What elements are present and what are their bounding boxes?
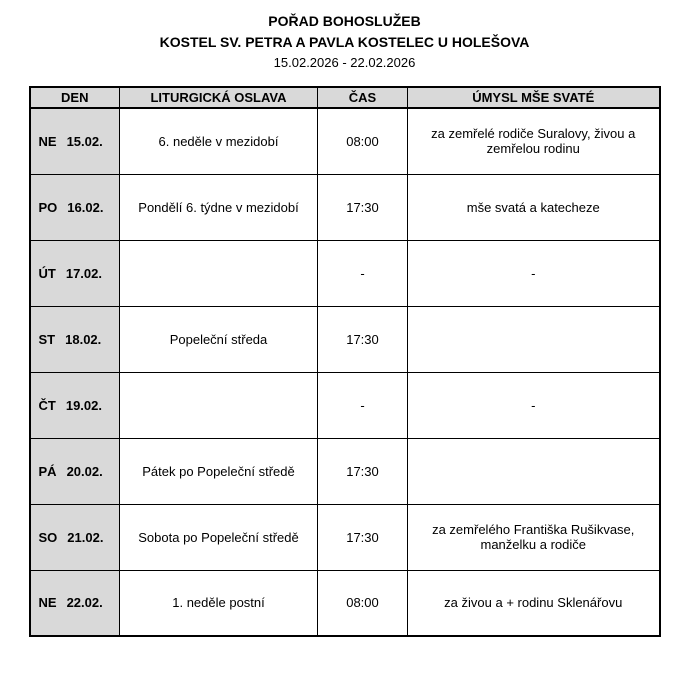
celebration-cell: Popeleční středa — [120, 306, 318, 372]
celebration-cell: 6. neděle v mezidobí — [120, 108, 318, 174]
day-cell — [30, 240, 120, 306]
day-date: 15.02. — [66, 133, 103, 149]
intention-cell — [408, 438, 660, 504]
day-date: 18.02. — [65, 331, 102, 347]
column-header-oslava: LITURGICKÁ OSLAVA — [120, 87, 318, 108]
celebration-cell — [120, 240, 318, 306]
table-row — [30, 504, 660, 570]
table-header — [30, 87, 660, 108]
day-date: 19.02. — [65, 397, 102, 413]
table-row — [30, 108, 660, 174]
intention-cell: - — [408, 240, 660, 306]
day-abbrev: PÁ — [38, 463, 57, 479]
column-header-cas: ČAS — [318, 87, 408, 108]
time-cell: 17:30 — [318, 504, 408, 570]
date-range: 15.02.2026 - 22.02.2026 — [273, 54, 416, 70]
intention-cell: za zemřelé rodiče Suralovy, živou a zemřelou rodinu — [408, 108, 660, 174]
schedule-table — [29, 86, 661, 637]
celebration-cell: Pondělí 6. týdne v mezidobí — [120, 174, 318, 240]
table-row — [30, 570, 660, 636]
celebration-cell: Pátek po Popeleční středě — [120, 438, 318, 504]
column-header-umysl: ÚMYSL MŠE SVATÉ — [408, 87, 660, 108]
day-cell — [30, 306, 120, 372]
day-abbrev: ÚT — [38, 265, 56, 281]
header-row — [30, 87, 660, 108]
day-abbrev: PO — [38, 199, 58, 215]
day-date: 17.02. — [65, 265, 102, 281]
day-date: 22.02. — [66, 595, 103, 611]
table-row — [30, 174, 660, 240]
time-cell: 08:00 — [318, 108, 408, 174]
day-date: 21.02. — [67, 529, 104, 545]
time-cell: 17:30 — [318, 174, 408, 240]
intention-cell: za živou a + rodinu Sklenářovu — [408, 570, 660, 636]
intention-cell: za zemřelého Františka Rušikvase, manželku a rodiče — [408, 504, 660, 570]
day-date: 16.02. — [67, 199, 104, 215]
intention-cell: mše svatá a katecheze — [408, 174, 660, 240]
celebration-cell: 1. neděle postní — [120, 570, 318, 636]
day-abbrev: SO — [38, 529, 58, 545]
day-date: 20.02. — [66, 463, 103, 479]
day-cell — [30, 504, 120, 570]
time-cell: - — [318, 240, 408, 306]
time-cell: 17:30 — [318, 438, 408, 504]
day-abbrev: NE — [38, 133, 57, 149]
table-row — [30, 438, 660, 504]
day-cell — [30, 108, 120, 174]
intention-cell — [408, 306, 660, 372]
day-abbrev: NE — [38, 595, 57, 611]
table-row — [30, 372, 660, 438]
time-cell: - — [318, 372, 408, 438]
document-title: POŘAD BOHOSLUŽEB — [268, 13, 421, 29]
day-cell — [30, 570, 120, 636]
table-row — [30, 240, 660, 306]
time-cell: 08:00 — [318, 570, 408, 636]
intention-cell: - — [408, 372, 660, 438]
column-header-den: DEN — [30, 87, 120, 108]
time-cell: 17:30 — [318, 306, 408, 372]
church-name: KOSTEL SV. PETRA A PAVLA KOSTELEC U HOLEŠOVA — [159, 33, 530, 50]
day-cell — [30, 372, 120, 438]
document-header — [0, 12, 689, 72]
day-abbrev: ST — [38, 331, 56, 347]
celebration-cell: Sobota po Popeleční středě — [120, 504, 318, 570]
table-row — [30, 306, 660, 372]
day-cell — [30, 438, 120, 504]
day-cell — [30, 174, 120, 240]
celebration-cell — [120, 372, 318, 438]
day-abbrev: ČT — [38, 397, 56, 413]
